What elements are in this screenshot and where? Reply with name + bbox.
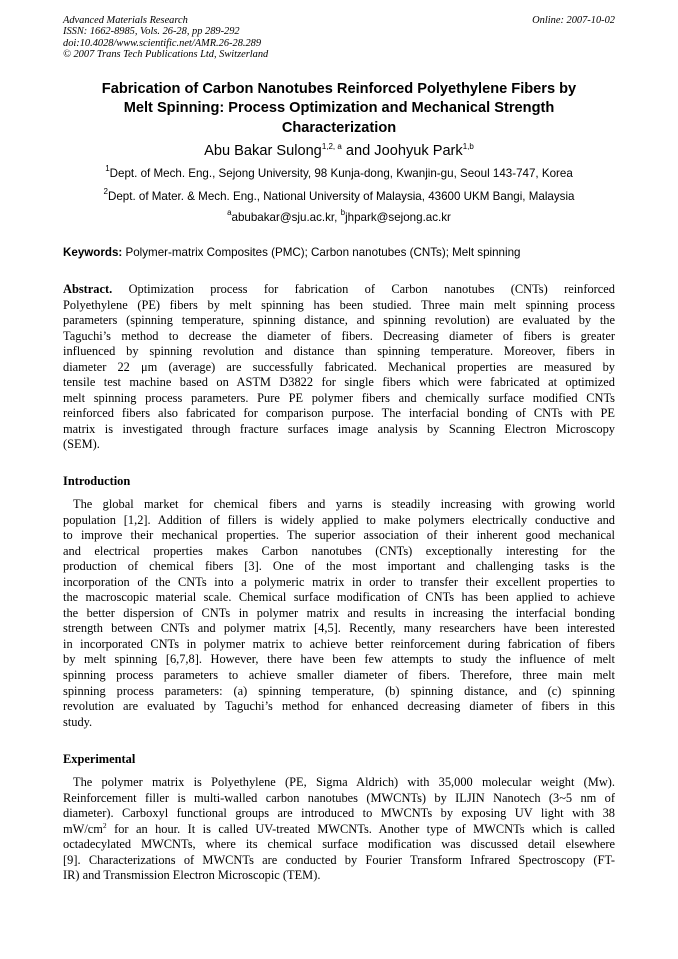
abstract-text: Optimization process for fabrication of Carbon nanotubes (CNTs) reinforced [112, 282, 615, 296]
introduction-line: production of chemical fibers [3]. One of the most important and challenging tasks is the [63, 559, 615, 574]
abstract-line: Polyethylene (PE) fibers by melt spinning has been studied. Three main melt spinning process [63, 297, 615, 312]
abstract-line: matrix is investigated through fracture surfaces image analysis by Scanning Electron Microscopy [63, 421, 615, 436]
abstract-line [63, 282, 615, 298]
author-name: Joohyuk Park [374, 143, 463, 159]
keywords-label: Keywords: [63, 246, 123, 259]
introduction-body [63, 497, 615, 730]
affiliation-text: Dept. of Mech. Eng., Sejong University, 98 Kunja-dong, Kwanjin-gu, Seoul 143-747, Korea [109, 167, 573, 180]
author-affiliation-marker: 1,2, a [321, 142, 342, 151]
abstract-line: tensile test machine based on ASTM D3822 for single fibers which were fabricated at optimized [63, 375, 615, 390]
author-list [60, 141, 618, 161]
unit-text: mW/cm [63, 821, 103, 836]
affiliation-text: Dept. of Mater. & Mech. Eng., National University of Malaysia, 43600 UKM Bangi, Malaysia [107, 190, 575, 203]
introduction-line: by melt spinning [6,7,8]. However, there have been few attempts to study the influence of melt [63, 652, 615, 667]
experimental-body [63, 775, 615, 884]
affiliation [60, 164, 618, 181]
introduction-line: the better dispersion of CNTs in polymer matrix and results in increasing the interfacial bonding [63, 605, 615, 620]
journal-header [63, 15, 615, 60]
email-link[interactable]: abubakar@sju.ac.kr, [231, 211, 341, 224]
abstract-line: parameters (spinning temperature, spinning distance, and spinning revolution) are evaluated by the [63, 313, 615, 328]
journal-doi: doi:10.4028/www.scientific.net/AMR.26-28.289 [63, 37, 262, 49]
introduction-line: the macroscopic material scale. Chemical surface modification of CNTs has been applied to achieve [63, 590, 615, 605]
introduction-line: to improve their mechanical properties. The superior association of their inherent good mechanical [63, 528, 615, 543]
keywords [63, 246, 619, 260]
affiliation-marker: 1 [105, 164, 110, 173]
journal-issn: ISSN: 1662-8985, Vols. 26-28, pp 289-292 [63, 26, 240, 38]
introduction-line: The global market for chemical fibers and yarns is steadily increasing with growing world [73, 497, 615, 511]
introduction-line: study. [63, 714, 93, 729]
abstract-line: Taguchi’s method to decrease the diameter of fibers. Decreasing diameter of fibers is greater [63, 328, 615, 343]
introduction-line: in incorporated CNTs in polymer matrix to achieve better reinforcement during fabrication of fibers [63, 636, 615, 651]
introduction-line: revolution are evaluated by Taguchi’s method for enhanced decreasing diameter of fibers in this [63, 699, 615, 714]
experimental-line: diameter). Carboxyl functional groups are introduced to MWCNTs by exposing UV light with 38 [63, 806, 615, 821]
author-conjunction: and [341, 143, 375, 159]
unit-superscript: 2 [102, 820, 107, 830]
affiliation [60, 187, 618, 204]
experimental-line [63, 822, 615, 838]
experimental-text: for an hour. It is called UV-treated MWCNTs. Another type of MWCNTs which is called [106, 821, 615, 836]
abstract-line: reinforced fibers also fabricated for comparison purpose. The interfacial bonding of CNTs with PE [63, 406, 615, 421]
abstract-line: (SEM). [63, 437, 100, 452]
section-heading-experimental: Experimental [63, 752, 136, 766]
section-heading-introduction: Introduction [63, 474, 131, 488]
author-affiliation-marker: 1,b [462, 142, 474, 151]
introduction-line: incorporation of the CNTs into a polymeric matrix in order to transfer their excellent properties to [63, 574, 615, 589]
abstract-line: influenced by spinning revolution and distance than spinning temperature. Moreover, fibers in [63, 344, 615, 359]
title-line: Characterization [281, 119, 397, 136]
journal-copyright: © 2007 Trans Tech Publications Ltd, Switzerland [63, 48, 269, 60]
experimental-line: Reinforcement filler is multi-walled carbon nanotubes (MWCNTs) by ILJIN Nanotech (3~5 nm of [63, 790, 615, 805]
email-link[interactable]: jhpark@sejong.ac.kr [345, 211, 451, 224]
introduction-line: spinning process parameters: (a) spinning temperature, (b) spinning distance, and (c) spinning [63, 683, 615, 698]
experimental-line: [9]. Characterizations of MWCNTs are conducted by Fourier Transform Infrared Spectroscopy (FT- [63, 852, 615, 867]
affiliation-marker: 2 [103, 187, 108, 196]
email-marker: a [227, 208, 232, 217]
abstract-line: melt spinning process parameters. Pure PE polymer fibers and chemically surface modified CNTs [63, 390, 615, 405]
introduction-line: population [1,2]. Addition of fillers is widely applied to make polymers electrically conductive and [63, 512, 615, 527]
title-line: Fabrication of Carbon Nanotubes Reinforced Polyethylene Fibers by [101, 81, 577, 97]
keywords-text: Polymer-matrix Composites (PMC); Carbon nanotubes (CNTs); Melt spinning [122, 246, 521, 259]
abstract-label: Abstract. [63, 282, 113, 296]
experimental-line: The polymer matrix is Polyethylene (PE, Sigma Aldrich) with 35,000 molecular weight (Mw). [73, 775, 615, 789]
email-marker: b [340, 208, 346, 217]
introduction-line: spinning process parameters to achieve smaller diameter of fibers. Therefore, three main melt [63, 668, 615, 683]
online-date: Online: 2007-10-02 [532, 15, 615, 26]
experimental-line: octadecylated MWCNTs, where its chemical surface modification was discussed detail elsewhere [63, 837, 615, 852]
author-emails [60, 208, 618, 225]
journal-name: Advanced Materials Research [63, 15, 188, 26]
abstract-line: diameter 22 μm (average) are successfully fabricated. Mechanical properties are measured by [63, 359, 615, 374]
experimental-line: IR) and Transmission Electron Microscopic (TEM). [63, 868, 321, 883]
paper-title [60, 80, 618, 138]
title-line: Melt Spinning: Process Optimization and Mechanical Strength [123, 100, 555, 117]
abstract [63, 282, 615, 453]
introduction-line: strength between CNTs and polymer matrix [4,5]. Recently, many researchers have been interested [63, 621, 615, 636]
author-name: Abu Bakar Sulong [204, 143, 322, 159]
introduction-line: and electrical properties makes Carbon nanotubes (CNTs) exceptionally interesting for the [63, 543, 615, 558]
